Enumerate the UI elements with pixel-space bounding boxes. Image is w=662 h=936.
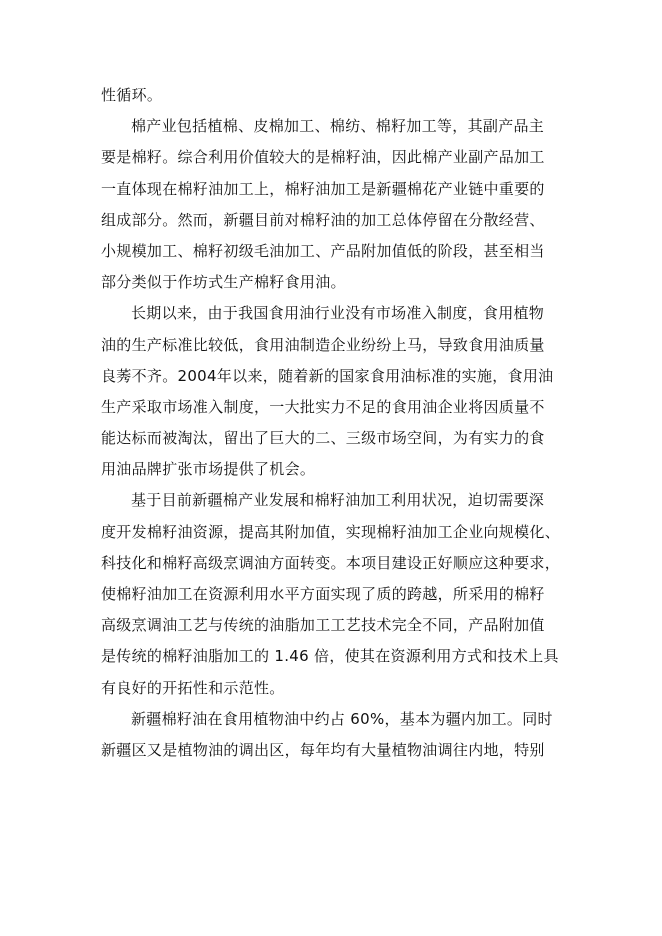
- text-line: 长期以来，由于我国食用油行业没有市场准入制度，食用植物: [131, 304, 545, 323]
- text-line: 一直体现在棉籽油加工上，棉籽油加工是新疆棉花产业链中重要的: [101, 179, 545, 198]
- text-line: 棉产业包括植棉、皮棉加工、棉纺、棉籽加工等，其副产品主: [131, 117, 545, 136]
- text-line: 要是棉籽。综合利用价值较大的是棉籽油，因此棉产业副产品加工: [101, 148, 545, 167]
- text-line: 油的生产标准比较低，食用油制造企业纷纷上马，导致食用油质量: [101, 335, 545, 354]
- text-line: 小规模加工、棉籽初级毛油加工、产品附加值低的阶段，甚至相当: [101, 241, 545, 260]
- text-line: 部分类似于作坊式生产棉籽食用油。: [101, 273, 346, 292]
- text-line: 新疆棉籽油在食用植物油中约占 60%，基本为疆内加工。同时: [131, 709, 553, 728]
- text-line: 是传统的棉籽油脂加工的 1.46 倍，使其在资源利用方式和技术上具: [101, 647, 559, 666]
- document-body: [101, 80, 561, 766]
- text-line: 基于目前新疆棉产业发展和棉籽油加工利用状况，迫切需要深: [131, 491, 545, 510]
- text-line: 良莠不齐。2004年以来，随着新的国家食用油标准的实施，食用油: [101, 366, 554, 385]
- text-line: 组成部分。然而，新疆目前对棉籽油的加工总体停留在分散经营、: [101, 210, 545, 229]
- text-line: 用油品牌扩张市场提供了机会。: [101, 460, 316, 479]
- text-line: 高级烹调油工艺与传统的油脂加工工艺技术完全不同，产品附加值: [101, 616, 545, 635]
- text-line: 能达标而被淘汰，留出了巨大的二、三级市场空间，为有实力的食: [101, 429, 545, 448]
- text-line: 使棉籽油加工在资源利用水平方面实现了质的跨越，所采用的棉籽: [101, 585, 545, 603]
- text-line: 性循环。: [101, 86, 163, 104]
- text-line: 度开发棉籽油资源，提高其附加值，实现棉籽油加工企业向规模化、: [101, 522, 561, 541]
- text-line: 生产采取市场准入制度，一大批实力不足的食用油企业将因质量不: [101, 397, 545, 416]
- text-line: 科技化和棉籽高级烹调油方面转变。本项目建设正好顺应这种要求，: [101, 553, 561, 572]
- text-line: 新疆区又是植物油的调出区，每年均有大量植物油调往内地，特别: [101, 740, 545, 759]
- text-line: 有良好的开拓性和示范性。: [101, 678, 285, 697]
